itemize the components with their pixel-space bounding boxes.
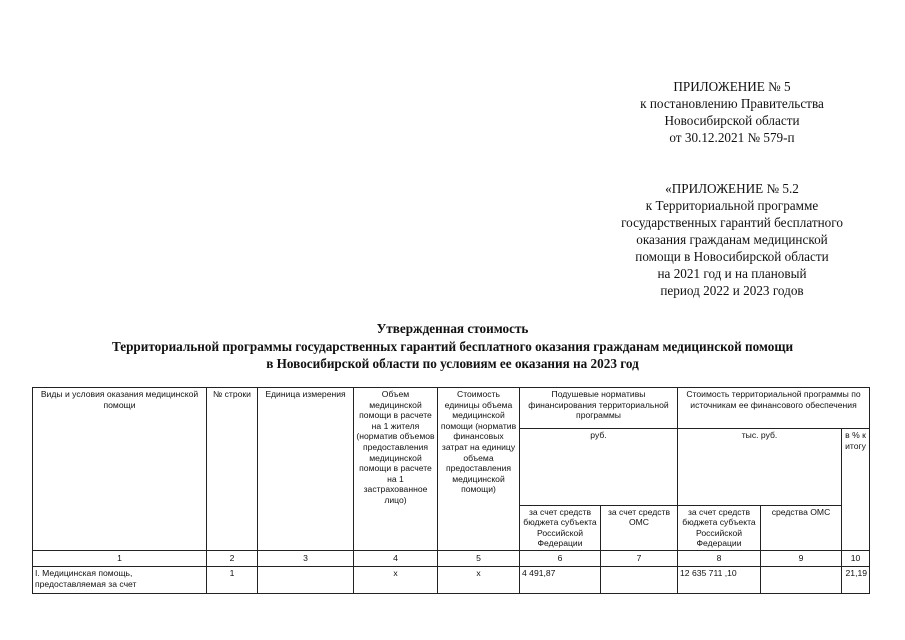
column-numbers-row xyxy=(33,551,870,567)
document-title xyxy=(40,320,865,373)
appendix-5-2-line: к Территориальной программе xyxy=(645,198,819,213)
header-percent: в % к итогу xyxy=(842,429,870,551)
row-unit-cost: х xyxy=(438,567,520,594)
appendix-5-2-line: период 2022 и 2023 годов xyxy=(660,283,804,298)
column-number: 1 xyxy=(33,551,207,567)
header-unit-cost: Стоимость единицы объема медицинской помощи (норматив финансовых затрат на единицу объема предоставления медицинской помощи) xyxy=(438,388,520,551)
header-types: Виды и условия оказания медицинской помощи xyxy=(33,388,207,551)
row-name: I. Медицинская помощь, предоставляемая за счет xyxy=(33,567,207,594)
row-per-capita-budget: 4 491,87 xyxy=(520,567,601,594)
row-cost-oms xyxy=(761,567,842,594)
appendix-5-2-line: оказания гражданам медицинской xyxy=(636,232,828,247)
row-percent: 21,19 xyxy=(842,567,870,594)
column-number: 6 xyxy=(520,551,601,567)
header-per-capita-oms: за счет средств ОМС xyxy=(601,505,678,550)
column-number: 8 xyxy=(678,551,761,567)
appendix-5-block xyxy=(612,78,852,146)
title-line: в Новосибирской области по условиям ее оказания на 2023 год xyxy=(266,356,639,371)
cost-table xyxy=(32,387,870,594)
appendix-5-line: к постановлению Правительства xyxy=(640,96,824,111)
appendix-5-line: Новосибирской области xyxy=(664,113,800,128)
title-line: Территориальной программы государственных гарантий бесплатного оказания гражданам медицинской помощи xyxy=(111,338,794,354)
header-per-capita-unit: руб. xyxy=(520,429,678,506)
header-cost-oms: средства ОМС xyxy=(761,505,842,550)
header-cost-budget: за счет средств бюджета субъекта Российской Федерации xyxy=(678,505,761,550)
appendix-5-2-line: на 2021 год и на плановый xyxy=(657,266,807,281)
row-volume: х xyxy=(354,567,438,594)
header-per-capita-budget: за счет средств бюджета субъекта Российской Федерации xyxy=(520,505,601,550)
row-number: 1 xyxy=(207,567,258,594)
header-unit: Единица измерения xyxy=(258,388,354,551)
column-number: 7 xyxy=(601,551,678,567)
header-program-cost-group: Стоимость территориальной программы по источникам ее финансового обеспечения xyxy=(678,388,870,429)
appendix-5-line: от 30.12.2021 № 579-п xyxy=(669,130,795,145)
header-per-capita-group: Подушевые нормативы финансирования территориальной программы xyxy=(520,388,678,429)
column-number: 5 xyxy=(438,551,520,567)
appendix-5-2-block xyxy=(592,180,872,299)
appendix-5-2-line: помощи в Новосибирской области xyxy=(635,249,829,264)
header-volume: Объем медицинской помощи в расчете на 1 жителя (норматив объемов предоставления медицинской помощи в расчете на 1 застрахованное лицо) xyxy=(354,388,438,551)
column-number: 3 xyxy=(258,551,354,567)
table-row xyxy=(33,567,870,594)
row-per-capita-oms xyxy=(601,567,678,594)
column-number: 10 xyxy=(842,551,870,567)
title-line: Утвержденная стоимость xyxy=(376,321,529,336)
appendix-5-2-line: государственных гарантий бесплатного xyxy=(621,215,843,230)
header-program-cost-unit: тыс. руб. xyxy=(678,429,842,506)
appendix-5-2-line: «ПРИЛОЖЕНИЕ № 5.2 xyxy=(665,181,799,196)
header-row-number: № строки xyxy=(207,388,258,551)
column-number: 2 xyxy=(207,551,258,567)
column-number: 9 xyxy=(761,551,842,567)
row-cost-budget: 12 635 711 ,10 xyxy=(678,567,761,594)
appendix-5-line: ПРИЛОЖЕНИЕ № 5 xyxy=(673,79,791,94)
column-number: 4 xyxy=(354,551,438,567)
header-row-1 xyxy=(33,388,870,429)
row-unit xyxy=(258,567,354,594)
